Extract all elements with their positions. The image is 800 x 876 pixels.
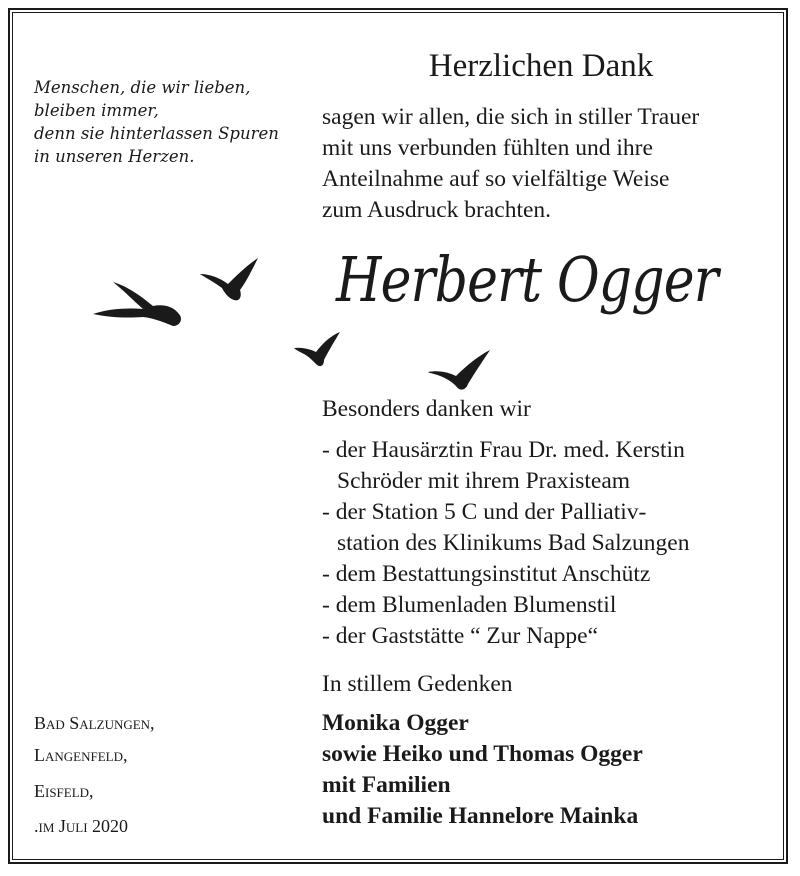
memorial-quote <box>34 76 314 168</box>
list-item: station des Klinikums Bad Salzungen <box>337 530 690 556</box>
thanks-line: Anteilnahme auf so vielfältige Weise <box>322 166 670 192</box>
bird-silhouette-icon <box>428 350 490 390</box>
date-line: .im Juli 2020 <box>34 816 129 836</box>
bird-silhouette-icon <box>294 332 340 366</box>
family-line: und Familie Hannelore Mainka <box>322 803 639 829</box>
memory-line: In stillem Gedenken <box>322 671 513 697</box>
thanks-line: zum Ausdruck brachten. <box>322 197 552 223</box>
special-thanks-intro: Besonders danken wir <box>322 396 531 422</box>
quote-line: in unseren Herzen. <box>34 147 195 166</box>
place-line: Eisfeld, <box>34 781 94 801</box>
family-signature <box>322 708 762 832</box>
list-item: - der Gaststätte “ Zur Nappe“ <box>322 623 598 649</box>
list-item: - dem Blumenladen Blumenstil <box>322 592 617 618</box>
list-item: - der Station 5 C und der Palliativ- <box>322 499 647 525</box>
thanks-line: mit uns verbunden fühlten und ihre <box>322 135 653 161</box>
deceased-name: Herbert Ogger <box>336 243 718 316</box>
thanks-paragraph <box>322 102 762 226</box>
list-item: - der Hausärztin Frau Dr. med. Kerstin <box>322 437 685 463</box>
heading-title: Herzlichen Dank <box>428 48 654 84</box>
family-line: Monika Ogger <box>322 710 469 736</box>
place-line: Bad Salzungen, <box>34 713 155 733</box>
family-line: mit Familien <box>322 772 451 798</box>
special-thanks-list <box>322 435 762 652</box>
thanks-line: sagen wir allen, die sich in stiller Trauer <box>322 104 700 130</box>
quote-line: Menschen, die wir lieben, <box>34 78 251 97</box>
place-line: Langenfeld, <box>34 745 128 765</box>
list-item: - dem Bestattungsinstitut Anschütz <box>322 561 651 587</box>
quote-line: bleiben immer, <box>34 101 159 120</box>
family-line: sowie Heiko und Thomas Ogger <box>322 741 643 767</box>
bird-silhouette-icon <box>200 258 258 300</box>
bird-silhouette-icon <box>93 282 181 326</box>
list-item: Schröder mit ihrem Praxisteam <box>337 468 631 494</box>
quote-line: denn sie hinterlassen Spuren <box>34 124 279 143</box>
